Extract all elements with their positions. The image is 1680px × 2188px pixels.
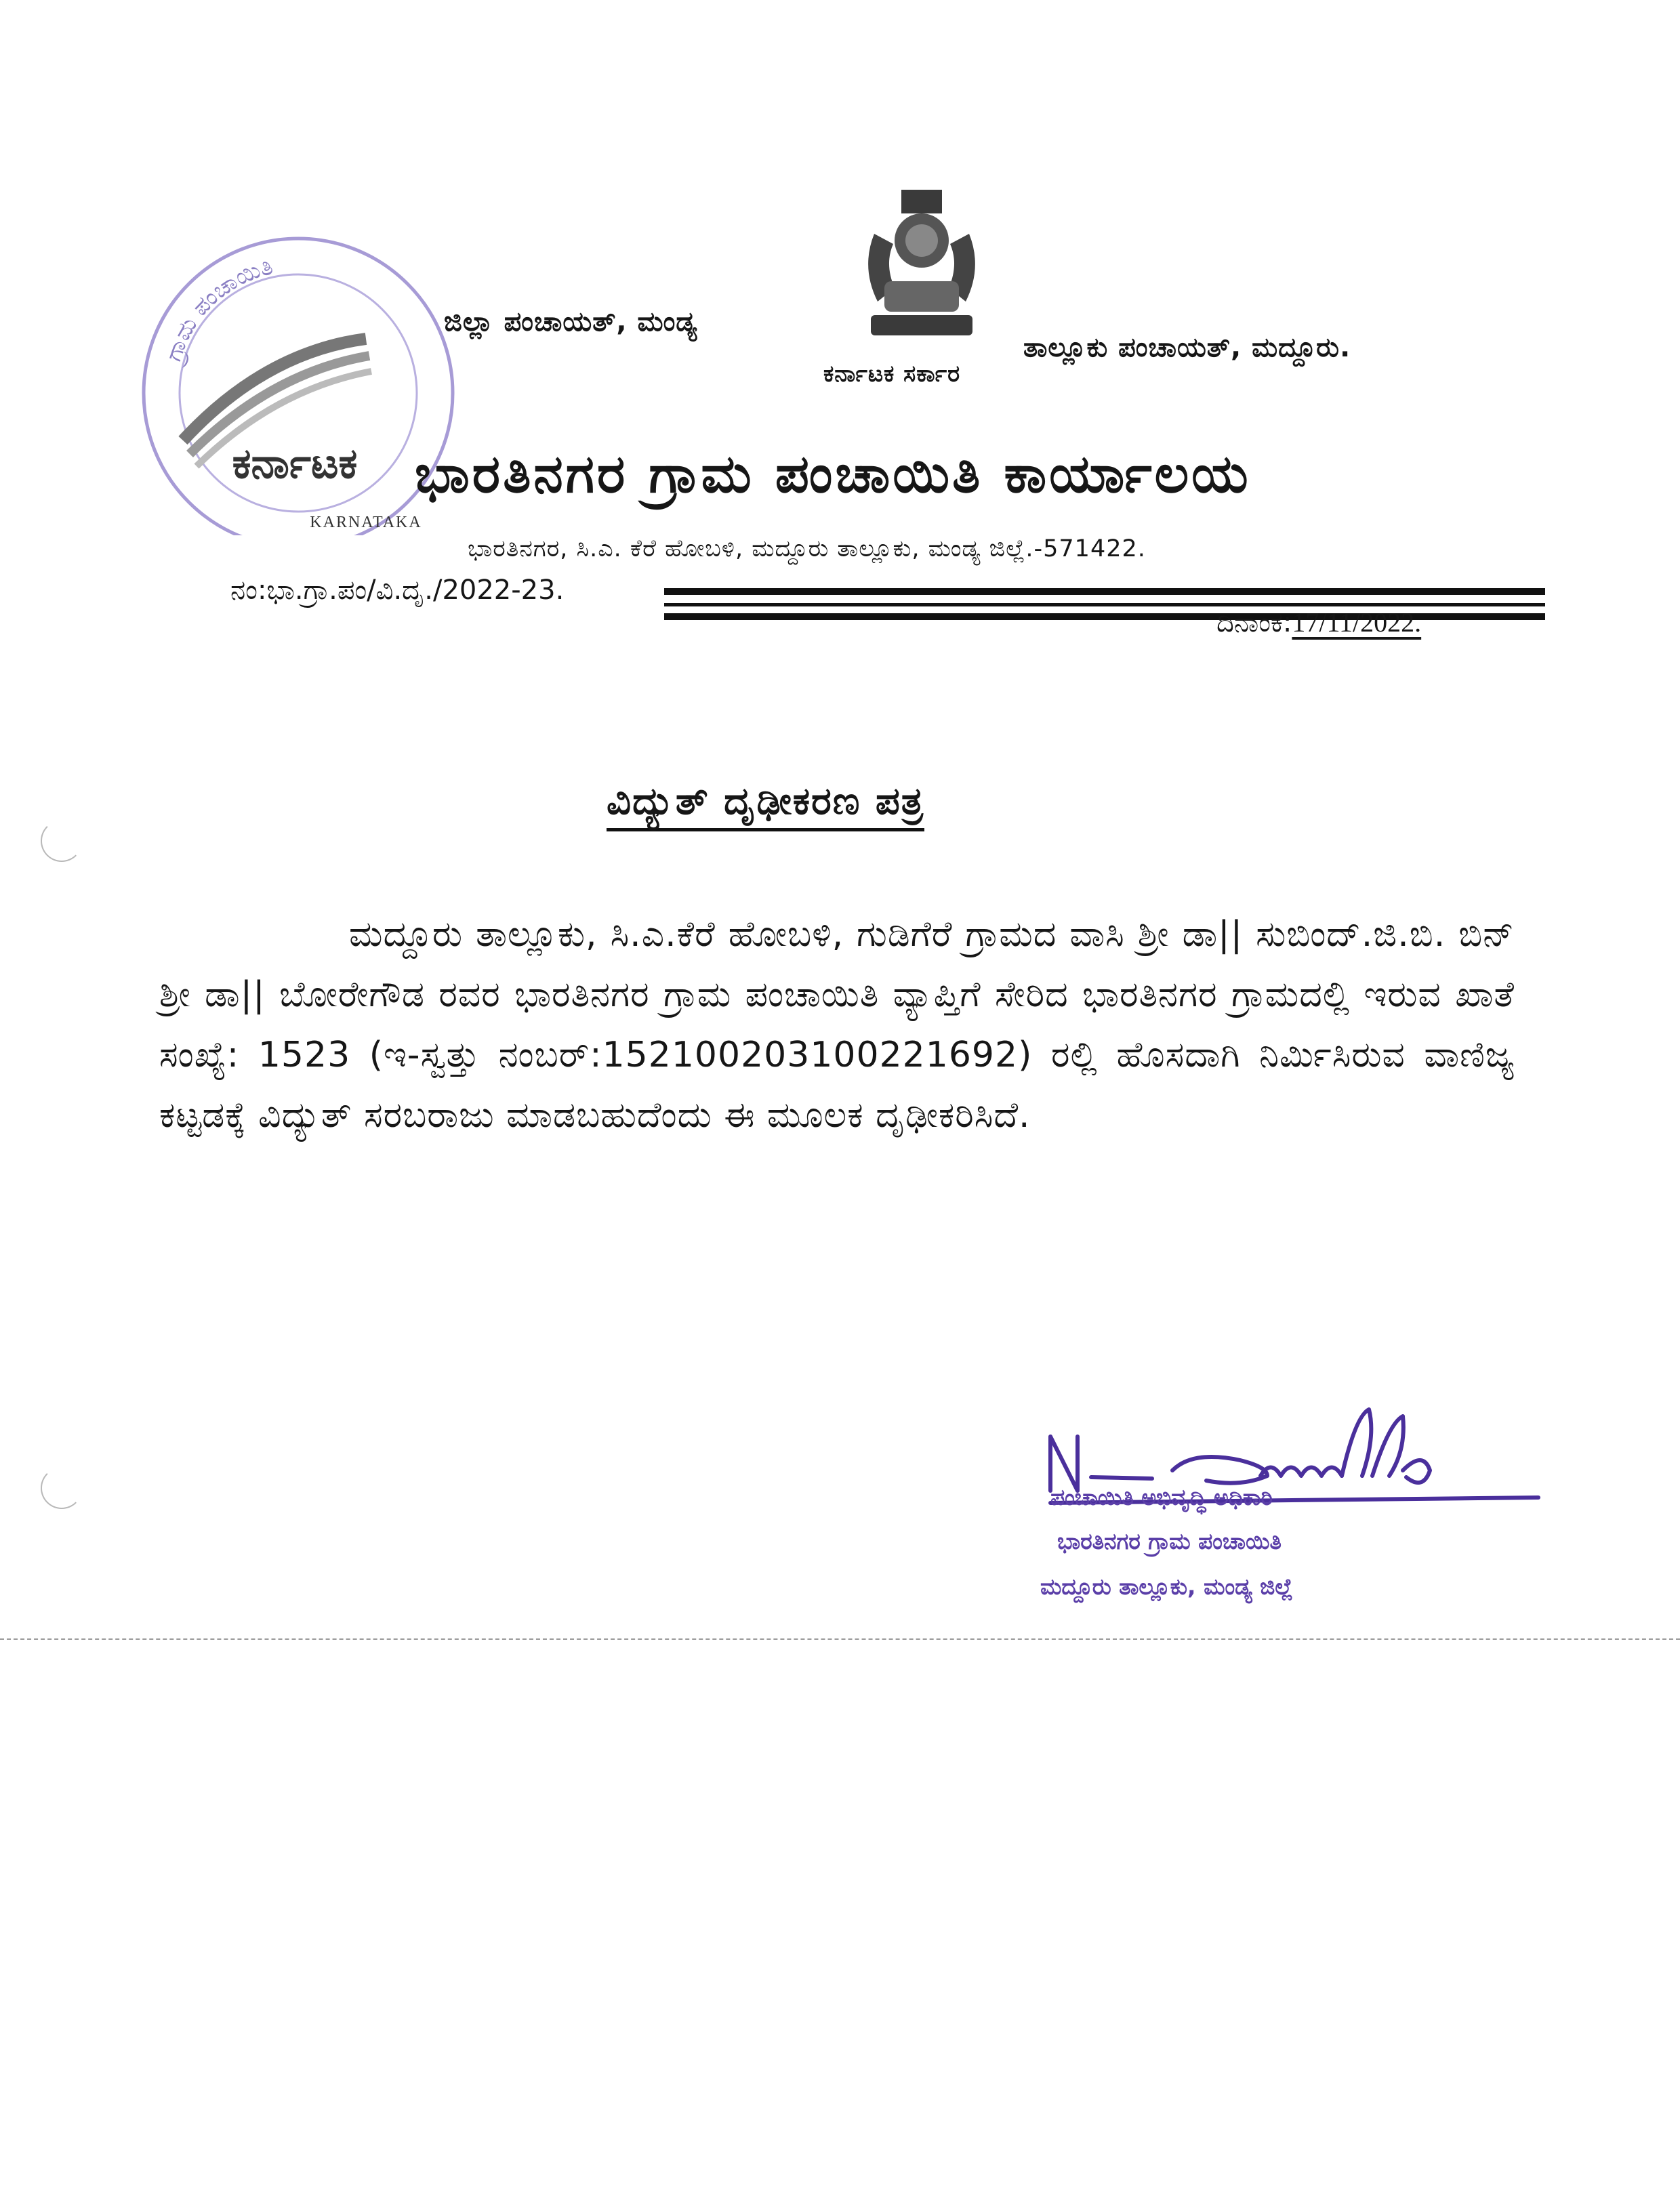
signatory-office: ಭಾರತಿನಗರ ಗ್ರಾಮ ಪಂಚಾಯಿತಿ xyxy=(1057,1528,1282,1554)
certificate-body: ಮದ್ದೂರು ತಾಲ್ಲೂಕು, ಸಿ.ಎ.ಕೆರೆ ಹೋಬಳಿ, ಗುಡಿಗೆರೆ ಗ್ರಾಮದ ವಾಸಿ ಶ್ರೀ ಡಾ|| ಸುಬಿಂದ್.ಜಿ.ಬಿ. ಬಿನ್ ಶ್ರೀ ಡಾ|| ಬೋರೇಗೌಡ ರವರ ಭಾರತಿನಗರ ಗ್ರಾಮ ಪಂಚಾಯಿತಿ ವ್ಯಾಪ್ತಿಗೆ ಸೇರಿದ ಭಾರತಿನಗರ ಗ್ರಾಮದಲ್ಲಿ ಇರುವ ಖಾತೆ ಸಂಖ್ಯೆ: 1523 (ಇ-ಸ್ವತ್ತು ನಂಬರ್:152100203100221692) ರಲ್ಲಿ ಹೊಸದಾಗಿ ನಿರ್ಮಿಸಿರುವ ವಾಣಿಜ್ಯ ಕಟ್ಟಡಕ್ಕೆ ವಿದ್ಯುತ್ ಸರಬರಾಜು ಮಾಡಬಹುದೆಂದು ಈ ಮೂಲಕ ದೃಢೀಕರಿಸಿದೆ. xyxy=(159,914,1515,1136)
punch-hole-mark xyxy=(41,820,83,862)
karnataka-emblem-icon xyxy=(847,186,996,342)
letter-date xyxy=(1216,606,1421,638)
svg-text:ಕರ್ನಾಟಕ: ಕರ್ನಾಟಕ xyxy=(232,438,358,488)
office-address: ಭಾರತಿನಗರ, ಸಿ.ಎ. ಕೆರೆ ಹೋಬಳಿ, ಮದ್ದೂರು ತಾಲ್ಲೂಕು, ಮಂಡ್ಯ ಜಿಲ್ಲೆ.-571422. xyxy=(468,535,1146,562)
office-title: ಭಾರತಿನಗರ ಗ್ರಾಮ ಪಂಚಾಯಿತಿ ಕಾರ್ಯಾಲಯ xyxy=(415,444,1251,505)
svg-text:KARNATAKA: KARNATAKA xyxy=(310,514,422,531)
taluk-panchayat-label: ತಾಲ್ಲೂಕು ಪಂಚಾಯತ್, ಮದ್ದೂರು. xyxy=(1023,332,1351,363)
scan-artifact-line xyxy=(0,1638,1680,1640)
signatory-designation: ಪಂಚಾಯಿತಿ ಅಭಿವೃದ್ಧಿ ಅಧಿಕಾರಿ xyxy=(1050,1484,1273,1510)
date-label: ದಿನಾಂಕ: xyxy=(1216,607,1292,638)
district-panchayat-label: ಜಿಲ್ಲಾ ಪಂಚಾಯತ್, ಮಂಡ್ಯ xyxy=(444,306,698,337)
punch-hole-mark xyxy=(41,1467,83,1509)
subject-heading: ವಿದ್ಯುತ್ ದೃಢೀಕರಣ ಪತ್ರ xyxy=(607,779,924,831)
date-value: 17/11/2022. xyxy=(1292,607,1422,638)
header-rule-thick xyxy=(664,588,1545,595)
govt-label: ಕರ್ನಾಟಕ ಸರ್ಕಾರ xyxy=(823,360,961,388)
signatory-location: ಮದ್ದೂರು ತಾಲ್ಲೂಕು, ಮಂಡ್ಯ ಜಿಲ್ಲೆ xyxy=(1040,1573,1293,1600)
svg-text:ಗ್ರಾಮ ಪಂಚಾಯಿತಿ: ಗ್ರಾಮ ಪಂಚಾಯಿತಿ xyxy=(159,253,276,365)
reference-number: ನಂ:ಭಾ.ಗ್ರಾ.ಪಂ/ವಿ.ದೃ./2022-23. xyxy=(230,575,565,606)
